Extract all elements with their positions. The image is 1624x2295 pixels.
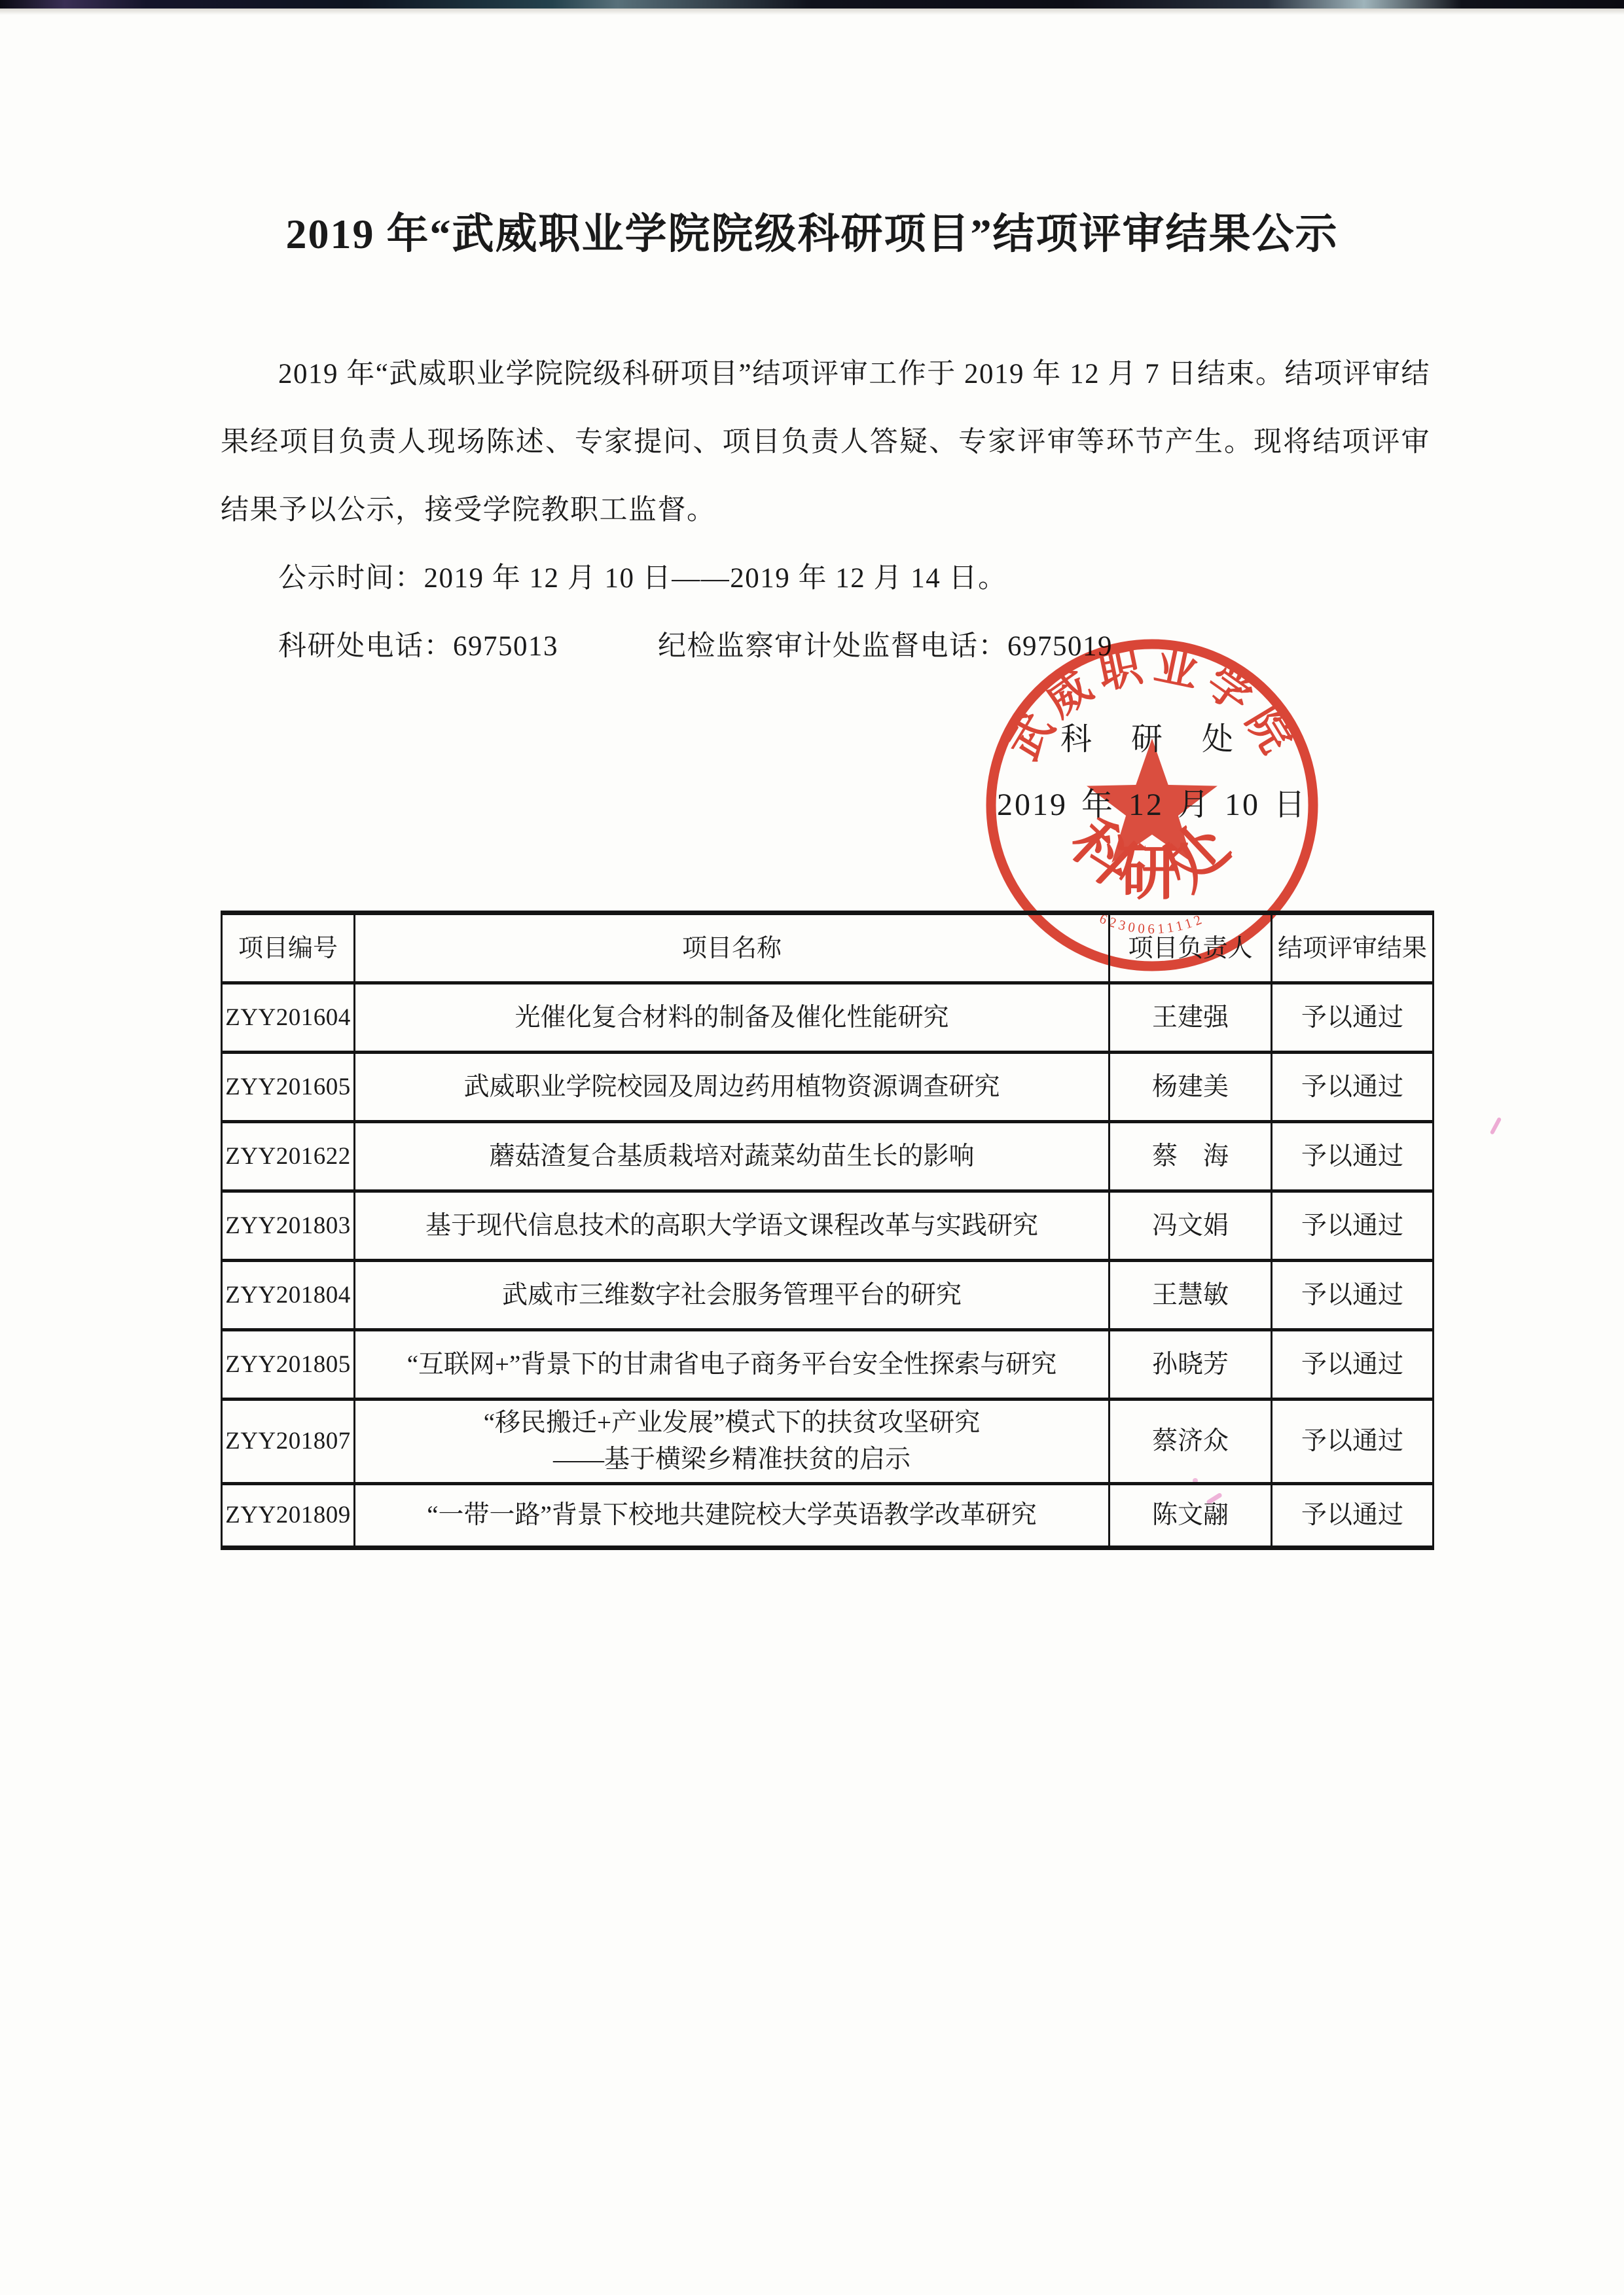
pink-scan-mark xyxy=(1490,1117,1502,1135)
header-project-leader: 项目负责人 xyxy=(1110,915,1272,981)
project-id-cell: ZYY201604 xyxy=(223,985,355,1051)
review-result-cell: 予以通过 xyxy=(1301,1280,1403,1309)
table-header-row xyxy=(223,915,1432,985)
project-name-cell: 武威市三维数字社会服务管理平台的研究 xyxy=(355,1262,1110,1328)
seal-dept-name: 科研处 xyxy=(1058,807,1246,907)
research-office-phone: 科研处电话：6975013 xyxy=(278,631,558,662)
body-text-block xyxy=(221,340,1430,681)
table-body xyxy=(223,985,1432,1545)
table-row xyxy=(223,1123,1432,1193)
review-result-cell: 予以通过 xyxy=(1301,1427,1403,1455)
project-leader-cell: 孙晓芳 xyxy=(1110,1331,1272,1398)
review-result-cell: 予以通过 xyxy=(1301,1142,1403,1170)
header-project-id: 项目编号 xyxy=(223,915,355,981)
signature-department: 科 研 处 xyxy=(1060,722,1244,757)
project-id-cell: ZYY201803 xyxy=(223,1193,355,1259)
project-leader-cell: 陈文翮 xyxy=(1110,1485,1272,1545)
project-id-cell: ZYY201805 xyxy=(223,1331,355,1398)
review-result-cell: 予以通过 xyxy=(1301,1072,1403,1101)
table-row xyxy=(223,1401,1432,1485)
project-leader-cell: 王建强 xyxy=(1110,985,1272,1051)
scanner-edge-artifact xyxy=(0,0,1624,9)
seal-org-name: 武威职业学院 xyxy=(1000,641,1305,768)
header-review-result: 结项评审结果 xyxy=(1277,934,1427,962)
project-id-cell: ZYY201804 xyxy=(223,1262,355,1328)
review-result-cell: 予以通过 xyxy=(1301,1350,1403,1379)
body-paragraph: 2019 年“武威职业学院院级科研项目”结项评审工作于 2019 年 12 月 7 日结束。结项评审结果经项目负责人现场陈述、专家提问、项目负责人答疑、专家评审等环节产生。现将结项评审结果予以公示，接受学院教职工监督。 xyxy=(221,359,1430,526)
project-leader-cell: 冯文娟 xyxy=(1110,1193,1272,1259)
results-table xyxy=(221,911,1434,1550)
table-row xyxy=(223,1054,1432,1123)
project-leader-cell: 蔡 海 xyxy=(1110,1123,1272,1189)
project-name-cell: “一带一路”背景下校地共建院校大学英语教学改革研究 xyxy=(355,1485,1110,1545)
table-row xyxy=(223,1485,1432,1545)
project-leader-cell: 蔡济众 xyxy=(1110,1401,1272,1482)
scanner-edge-shadow xyxy=(0,9,1624,15)
seal-serial-number: 62300611112 xyxy=(1097,910,1207,937)
project-leader-cell: 王慧敏 xyxy=(1110,1262,1272,1328)
signature-date: 2019 年 12 月 10 日 xyxy=(996,787,1307,822)
review-result-cell: 予以通过 xyxy=(1301,1211,1403,1240)
project-id-cell: ZYY201807 xyxy=(223,1401,355,1482)
project-id-cell: ZYY201622 xyxy=(223,1123,355,1189)
project-id-cell: ZYY201809 xyxy=(223,1485,355,1545)
header-project-name: 项目名称 xyxy=(355,915,1110,981)
page-title: 2019 年“武威职业学院院级科研项目”结项评审结果公示 xyxy=(285,211,1339,257)
project-name-cell: 武威职业学院校园及周边药用植物资源调查研究 xyxy=(355,1054,1110,1120)
project-id-cell: ZYY201605 xyxy=(223,1054,355,1120)
project-name-cell: “移民搬迁+产业发展”模式下的扶贫攻坚研究 ——基于横梁乡精准扶贫的启示 xyxy=(355,1401,1110,1482)
table-row xyxy=(223,1331,1432,1401)
project-name-cell: “互联网+”背景下的甘肃省电子商务平台安全性探索与研究 xyxy=(355,1331,1110,1398)
table-row xyxy=(223,1262,1432,1331)
table-row xyxy=(223,1193,1432,1262)
project-name-cell: 基于现代信息技术的高职大学语文课程改革与实践研究 xyxy=(355,1193,1110,1259)
project-name-cell: 光催化复合材料的制备及催化性能研究 xyxy=(355,985,1110,1051)
table-row xyxy=(223,985,1432,1054)
publicity-period-line: 公示时间：2019 年 12 月 10 日——2019 年 12 月 14 日。 xyxy=(278,563,1007,594)
project-name-cell: 蘑菇渣复合基质栽培对蔬菜幼苗生长的影响 xyxy=(355,1123,1110,1189)
supervision-phone: 纪检监察审计处监督电话：6975019 xyxy=(658,631,1113,662)
review-result-cell: 予以通过 xyxy=(1301,1003,1403,1032)
review-result-cell: 予以通过 xyxy=(1301,1501,1403,1529)
project-leader-cell: 杨建美 xyxy=(1110,1054,1272,1120)
